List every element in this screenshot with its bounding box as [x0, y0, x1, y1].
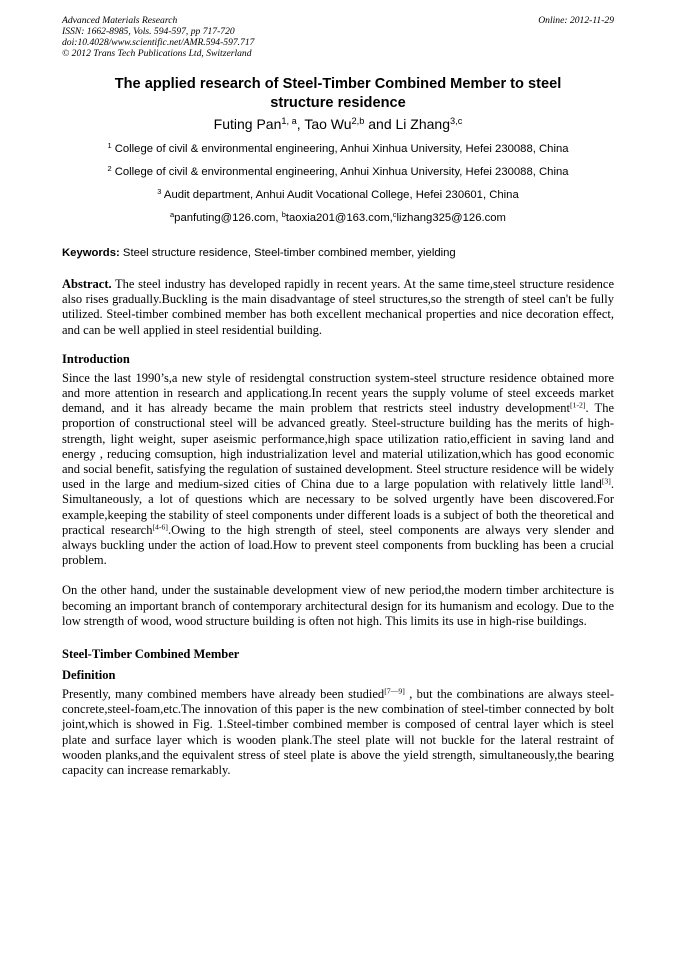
email-address: taoxia201@163.com, — [285, 212, 393, 224]
author-affiliation-mark: 1, a — [281, 115, 297, 126]
subsection-heading: Definition — [62, 668, 116, 683]
affiliation-number: 3 — [157, 186, 162, 196]
introduction-heading: Introduction — [62, 351, 130, 366]
paper-page — [62, 15, 614, 778]
author-name: Futing Pan — [213, 116, 282, 132]
affiliation-number: 2 — [107, 163, 112, 173]
abstract-label: Abstract. — [62, 277, 112, 291]
online-date: Online: 2012-11-29 — [538, 15, 614, 26]
email-address: lizhang325@126.com — [396, 212, 506, 224]
citation: [7—9] — [384, 686, 405, 696]
section-heading: Steel-Timber Combined Member — [62, 647, 240, 662]
paragraph-text: Since the last 1990’s,a new style of residengtal construction system-steel structure residence obtained more and more attention in research and applicationg.In recent years the supply volume of steel exceeds market demand, and it has already became the main problem that restricts steel industry development — [62, 370, 614, 416]
keywords-text: Steel structure residence, Steel-timber combined member, yielding — [119, 247, 456, 259]
citation: [1-2] — [570, 400, 586, 410]
paper-title: The applied research of Steel-Timber Combined Member to steel structure residence — [114, 76, 562, 111]
paragraph-text: . Simultaneously, a lot of questions which are necessary to be solved urgently have been discovered.For example,keeping the stability of steel components under different loads is a subject of both the theoretical and practical research — [62, 477, 614, 537]
journal-header — [62, 15, 614, 59]
abstract-text: The steel industry has developed rapidly in recent years. At the same time,steel structure residence also rises gradually.Buckling is the main disadvantage of steel structures,so the strength of steel can't be fully utilized. Steel-timber combined member has both excellent mechanical properties and nice decoration effect, and can be well applied in steel residential building. — [62, 277, 614, 337]
affiliation-number: 1 — [107, 140, 112, 150]
citation: [3] — [601, 476, 611, 486]
author-line — [62, 115, 614, 133]
affiliation — [62, 165, 614, 179]
citation: [4-6] — [152, 522, 168, 532]
author-affiliation-mark: 3,c — [450, 115, 463, 126]
definition-paragraph — [62, 687, 614, 778]
author-and: and — [364, 116, 396, 132]
journal-copyright: © 2012 Trans Tech Publications Ltd, Switzerland — [62, 48, 252, 59]
paragraph-text: .Owing to the high strength of steel, steel components are always very slender and always buckling under the action of load.How to prevent steel components from buckling has been a crucial problem. — [62, 522, 614, 568]
author-affiliation-mark: 2,b — [351, 115, 365, 126]
email-mark: b — [281, 209, 286, 219]
email-mark: c — [392, 209, 397, 219]
author-name: Tao Wu — [304, 116, 352, 132]
paragraph-text: , but the combinations are always steel-concrete,steel-foam,etc.The innovation of this paper is the new combination of steel-timber connected by bolt joint,which is showed in Fig. 1.Steel-timber combined member is composed of central layer which is steel plate and surface layer which is wooden plank.The steel plate will not buckle for the lateral restraint of wooden planks,and the equivalent stress of steel plate is above the yield strength, simultaneously,the bearing capacity can increase remarkably. — [62, 687, 615, 778]
affiliation-text: Audit department, Anhui Audit Vocational College, Hefei 230601, China — [163, 189, 519, 201]
journal-issn: ISSN: 1662-8985, Vols. 594-597, pp 717-720 — [62, 26, 235, 37]
introduction-paragraph — [62, 371, 614, 569]
author-name: Li Zhang — [395, 116, 450, 132]
introduction-paragraph: On the other hand, under the sustainable development view of new period,the modern timber architecture is becoming an important branch of contemporary architectural design for its humanism and ecology. Due to the low strength of wood, wood structure building is often not high. This limits its use in high-rise buildings. — [62, 583, 614, 628]
author-separator: , — [296, 116, 305, 132]
journal-info — [62, 15, 614, 59]
affiliation — [62, 142, 614, 156]
email-address: panfuting@126.com, — [174, 212, 282, 224]
keywords-label: Keywords: — [62, 247, 120, 259]
paragraph-text: . The proportion of constructional steel will be advanced greatly. Steel-structure building has the merits of high-strength, light weight, super aseismic performance,high space utilization ratio,efficient in saving land and energy , reducing comsuption, high industrialization level and material utilization,which has good economic and social benefit, satisfying the regulation of sustained development. Steel structure residence will be widely used in the large and medium-sized cities of China due to a large population with relatively little land — [62, 401, 614, 492]
keywords — [62, 246, 614, 260]
abstract — [62, 277, 614, 338]
affiliation-text: College of civil & environmental engineering, Anhui Xinhua University, Hefei 230088, China — [114, 143, 569, 155]
paragraph-text: Presently, many combined members have already been studied — [62, 687, 385, 702]
affiliation-text: College of civil & environmental engineering, Anhui Xinhua University, Hefei 230088, China — [114, 166, 569, 178]
journal-doi: doi:10.4028/www.scientific.net/AMR.594-597.717 — [62, 37, 255, 48]
journal-name: Advanced Materials Research — [62, 15, 178, 26]
email-line — [62, 211, 614, 225]
email-mark: a — [170, 209, 175, 219]
affiliation — [62, 188, 614, 202]
